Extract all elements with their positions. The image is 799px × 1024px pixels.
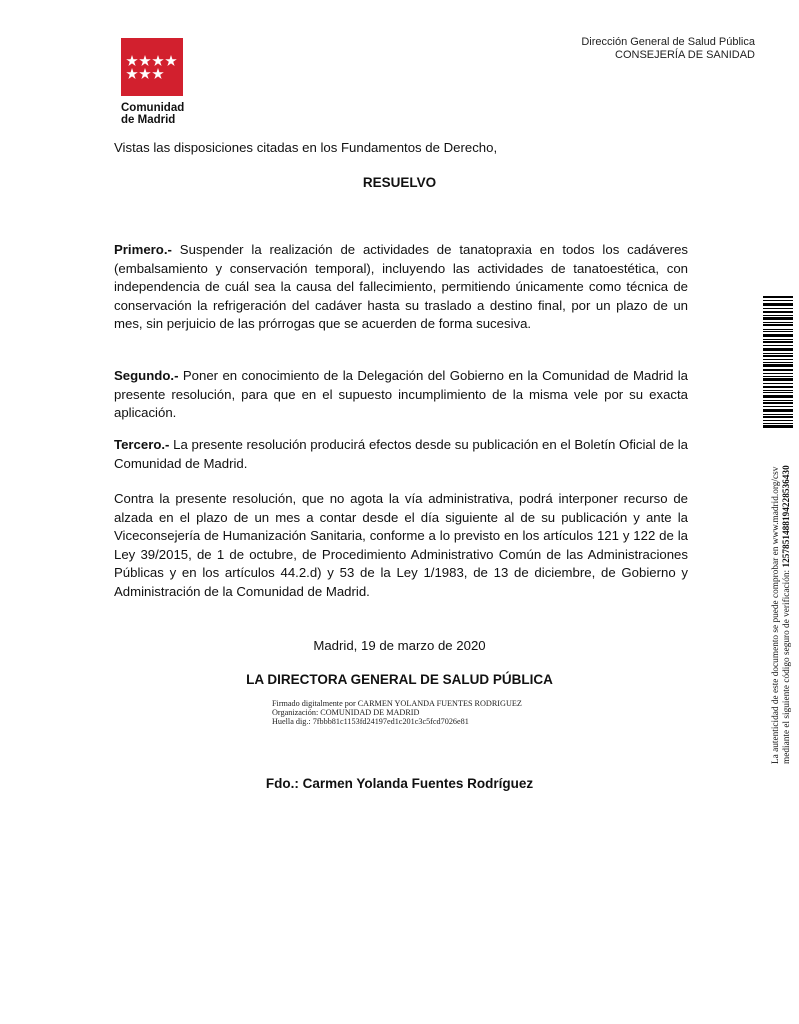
logo-text xyxy=(121,102,183,126)
verification-notice xyxy=(771,465,793,764)
verification-prefix: mediante el siguiente código seguro de verificación: xyxy=(782,567,792,764)
tercero-paragraph xyxy=(114,436,688,473)
verification-line1: La autenticidad de este documento se puede comprobar en www.madrid.org/csv xyxy=(771,466,781,764)
department-name: Dirección General de Salud Pública xyxy=(581,36,755,48)
comunidad-de-madrid-logo xyxy=(121,38,183,126)
primero-text: Suspender la realización de actividades de tanatopraxia en todos los cadáveres (embalsamiento y conservación temporal), incluyendo las actividades de tanatoestética, con independencia de cuál sea la causa del fallecimiento, permitiendo únicamente como técnica de conservación la refrigeración del cadáver hasta su traslado a destino final, por un plazo de un mes, sin perjuicio de las prórrogas que se acuerden de forma sucesiva. xyxy=(114,242,688,331)
digital-signature-block xyxy=(272,700,522,726)
segundo-paragraph xyxy=(114,367,688,423)
signature-organization: Organización: COMUNIDAD DE MADRID xyxy=(272,707,420,717)
signature-signer: Firmado digitalmente por CARMEN YOLANDA FUENTES RODRIGUEZ xyxy=(272,699,522,708)
primero-paragraph xyxy=(114,241,688,334)
signature-hash: Huella dig.: 7fbbb81c1153fd24197ed1c201c3c5fcd7026e81 xyxy=(272,716,469,726)
department-header xyxy=(581,36,755,62)
madrid-flag-icon xyxy=(121,38,183,96)
logo-text-line1: Comunidad xyxy=(121,102,185,114)
logo-text-line2: de Madrid xyxy=(121,114,176,126)
tercero-label: Tercero.- xyxy=(114,437,170,452)
ministry-name: CONSEJERÍA DE SANIDAD xyxy=(615,49,755,61)
director-title: LA DIRECTORA GENERAL DE SALUD PÚBLICA xyxy=(246,672,553,687)
barcode-icon xyxy=(763,296,793,428)
document-date: Madrid, 19 de marzo de 2020 xyxy=(313,638,486,653)
segundo-label: Segundo.- xyxy=(114,368,179,383)
recurso-paragraph: Contra la presente resolución, que no agota la vía administrativa, podrá interponer recurso de alzada en el plazo de un mes a contar desde el día siguiente al de su publicación y ante la Viceconsejería de Humanización Sanitaria, conforme a lo previsto en los artículos 121 y 122 de la Ley 39/2015, de 1 de octubre, de Procedimiento Administrativo Común de las Administraciones Públicas y en los artículos 44.2.d) y 53 de la Ley 1/1983, de 13 de diciembre, de Gobierno y Administración de la Comunidad de Madrid. xyxy=(114,491,688,599)
primero-label: Primero.- xyxy=(114,242,172,257)
verification-code: 1257851488194228536430 xyxy=(782,465,792,568)
verification-line2 xyxy=(782,465,793,764)
segundo-text: Poner en conocimiento de la Delegación del Gobierno en la Comunidad de Madrid la presente resolución, para que en el supuesto incumplimiento de la misma vele por su exacta aplicación. xyxy=(114,368,688,420)
intro-text: Vistas las disposiciones citadas en los Fundamentos de Derecho, xyxy=(114,140,498,155)
resuelvo-heading: RESUELVO xyxy=(362,175,437,190)
tercero-text: La presente resolución producirá efectos desde su publicación en el Boletín Oficial de la Comunidad de Madrid. xyxy=(114,437,688,471)
signatory-name: Fdo.: Carmen Yolanda Fuentes Rodríguez xyxy=(265,776,534,791)
